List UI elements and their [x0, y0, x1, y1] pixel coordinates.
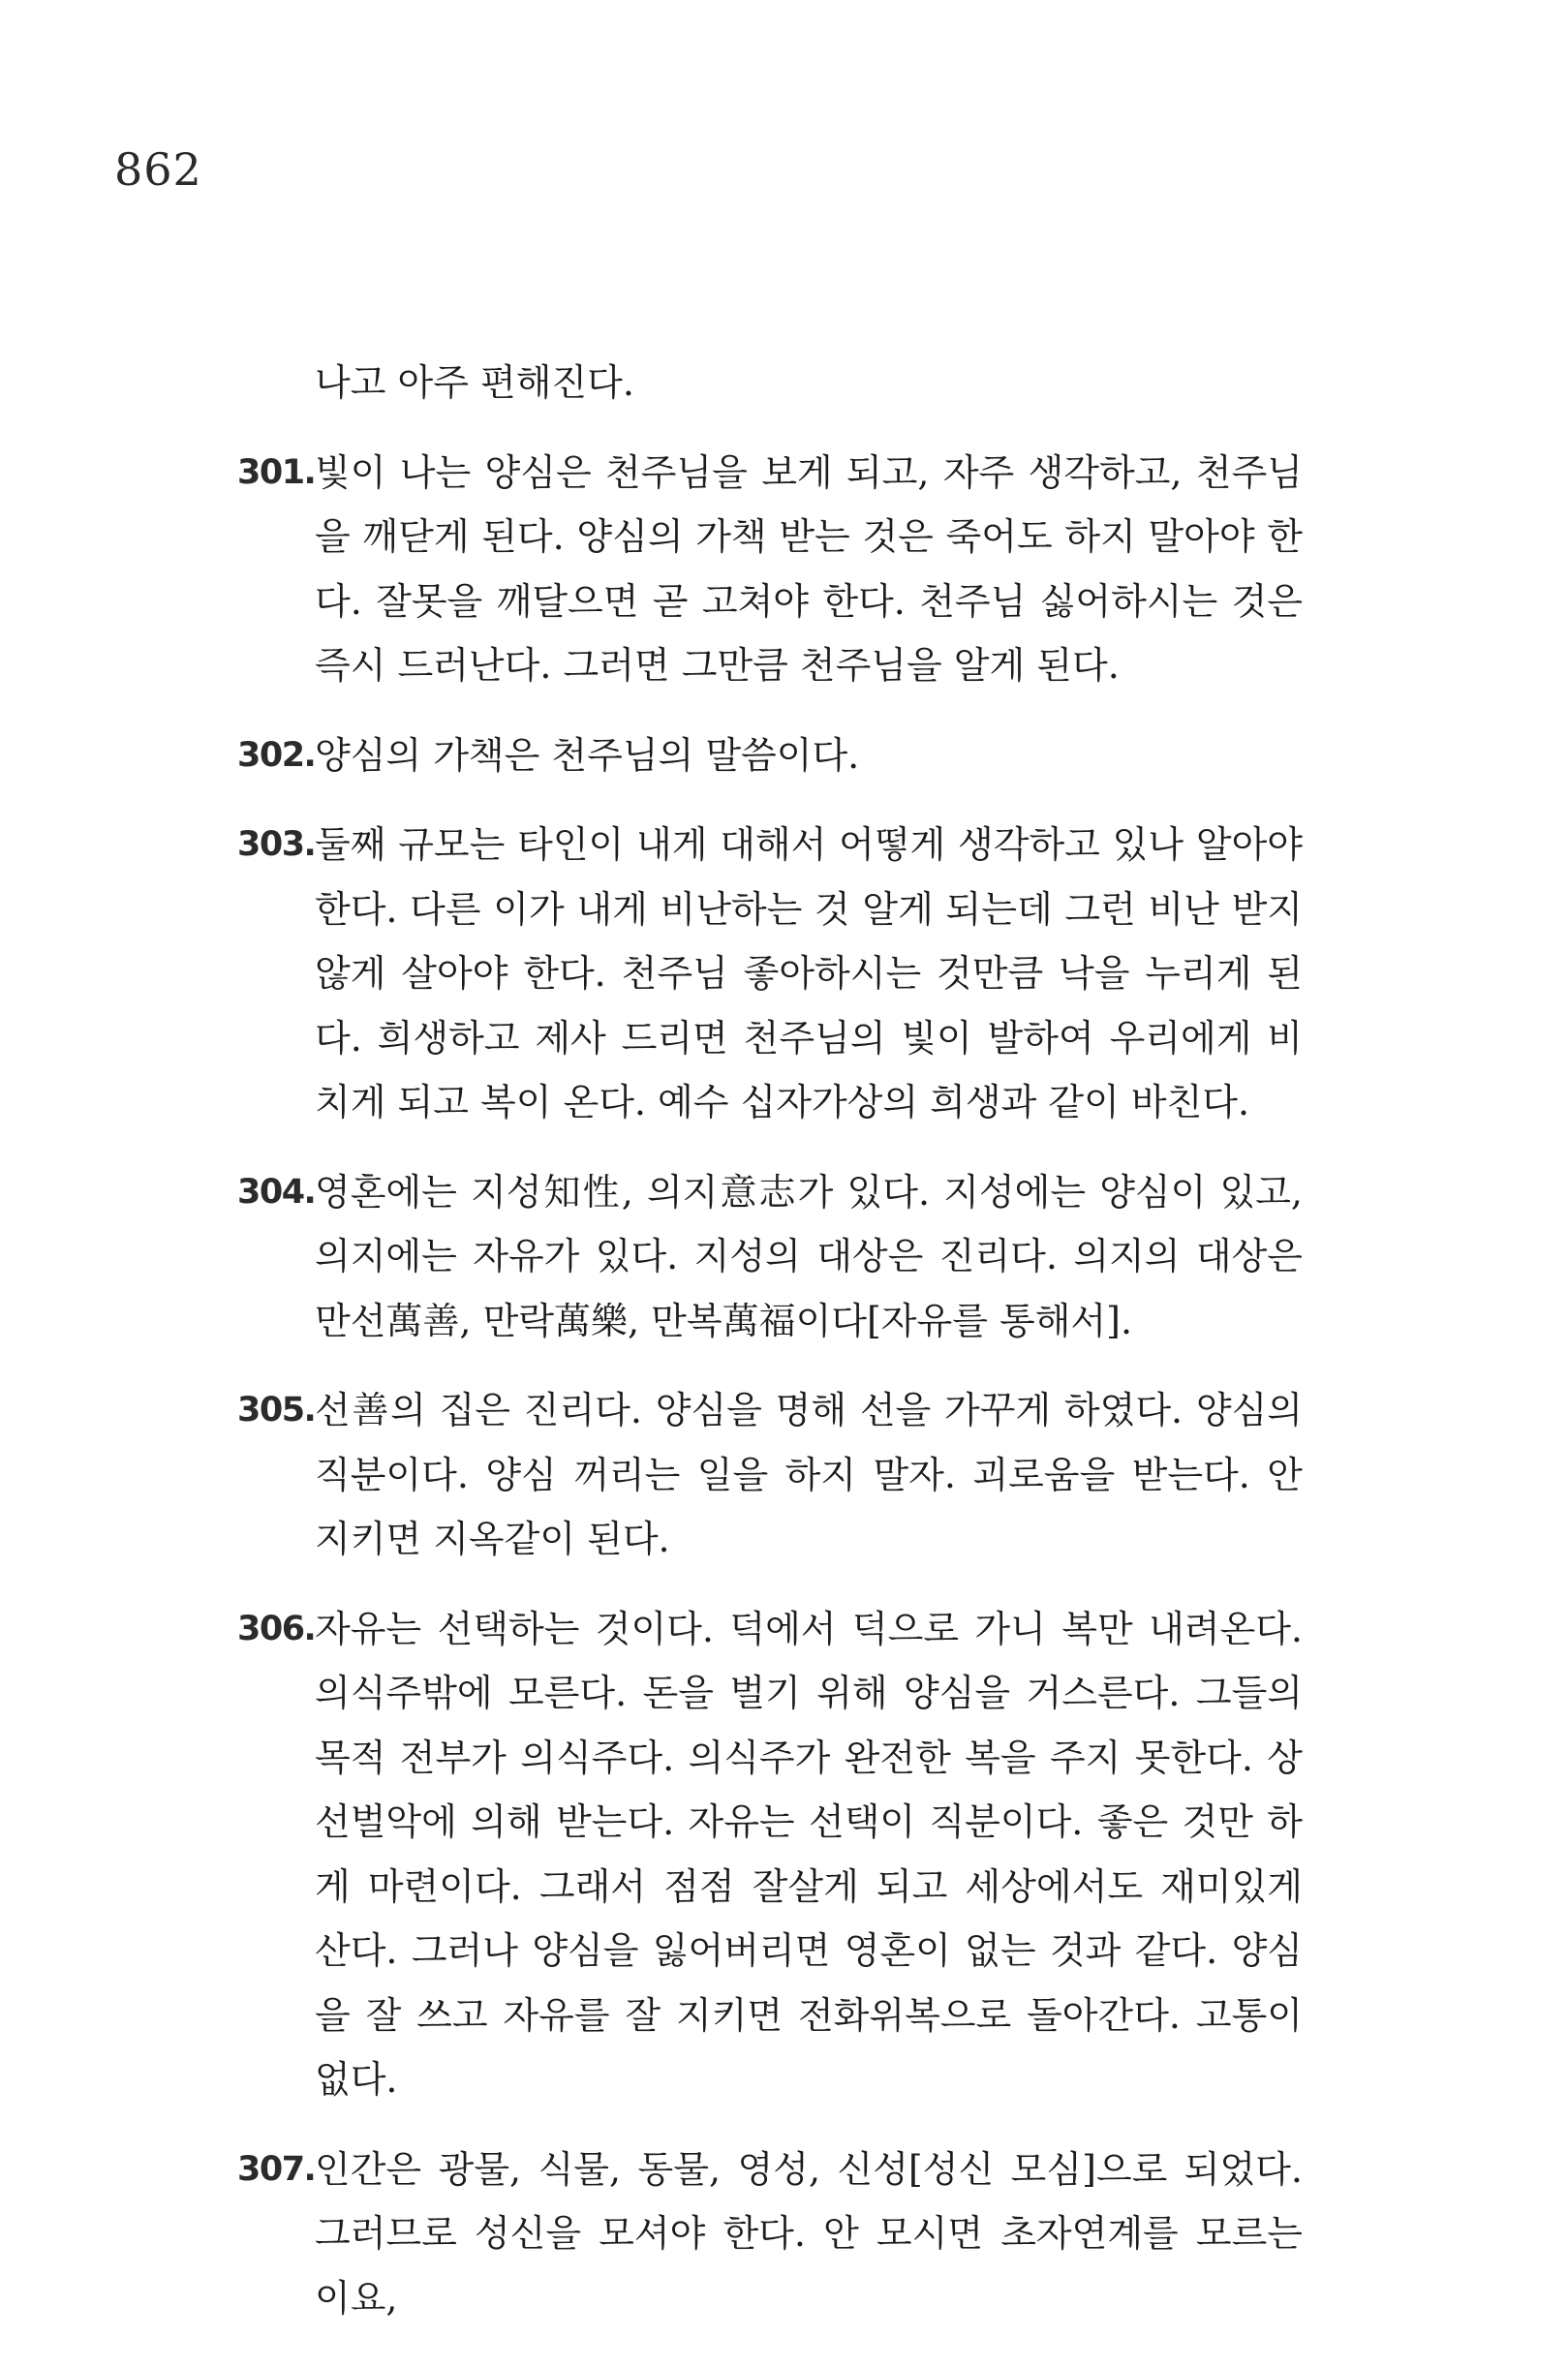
- entry-number: 306.: [237, 1609, 316, 1648]
- entry-number: 305.: [237, 1391, 316, 1430]
- page-number: 862: [114, 143, 202, 196]
- entry-text: 인간은 광물, 식물, 동물, 영성, 신성[성신 모심]으로 되었다. 그러므로 성신을 모셔야 한다. 안 모시면 초자연계를 모르는 이요,: [315, 2147, 1303, 2320]
- entry-305: [237, 1378, 1303, 1572]
- entry-text: 선善의 집은 진리다. 양심을 명해 선을 가꾸게 하였다. 양심의 직분이다. 양심 꺼리는 일을 하지 말자. 괴로움을 받는다. 안 지키면 지옥같이 된다.: [315, 1389, 1303, 1560]
- entry-303: [237, 813, 1303, 1135]
- entry-number: 301.: [237, 452, 316, 492]
- entry-302: [237, 723, 1303, 788]
- entry-number: 302.: [237, 735, 316, 775]
- continuation-paragraph: 나고 아주 편해진다.: [315, 361, 634, 404]
- entry-number: 307.: [237, 2149, 316, 2189]
- entry-number: 303.: [237, 825, 316, 864]
- entry-301: [237, 441, 1303, 698]
- entry-number: 304.: [237, 1172, 316, 1212]
- entry-text: 둘째 규모는 타인이 내게 대해서 어떻게 생각하고 있나 알아야 한다. 다른 이가 내게 비난하는 것 알게 되는데 그런 비난 받지 않게 살아야 한다. 천주님 좋아하시는 것만큼 낙을 누리게 된다. 희생하고 제사 드리면 천주님의 빛이 발하여 우리에게 비치게 되고 복이 온다. 예수 십자가상의 희생과 같이 바친다.: [315, 823, 1303, 1123]
- entry-text: 영혼에는 지성知性, 의지意志가 있다. 지성에는 양심이 있고, 의지에는 자유가 있다. 지성의 대상은 진리다. 의지의 대상은 만선萬善, 만락萬樂, 만복萬福이다[자유를 통해서].: [315, 1170, 1303, 1342]
- entry-text: 양심의 가책은 천주님의 말씀이다.: [315, 733, 860, 777]
- entry-text: 빛이 나는 양심은 천주님을 보게 되고, 자주 생각하고, 천주님을 깨닫게 된다. 양심의 가책 받는 것은 죽어도 하지 말아야 한다. 잘못을 깨달으면 곧 고쳐야 한다. 천주님 싫어하시는 것은 즉시 드러난다. 그러면 그만큼 천주님을 알게 된다.: [315, 450, 1303, 687]
- page-body: [237, 351, 1303, 2355]
- entry-text: 자유는 선택하는 것이다. 덕에서 덕으로 가니 복만 내려온다. 의식주밖에 모른다. 돈을 벌기 위해 양심을 거스른다. 그들의 목적 전부가 의식주다. 의식주가 완전한 복을 주지 못한다. 상선벌악에 의해 받는다. 자유는 선택이 직분이다. 좋은 것만 하게 마련이다. 그래서 점점 잘살게 되고 세상에서도 재미있게 산다. 그러나 양심을 잃어버리면 영혼이 없는 것과 같다. 양심을 잘 쓰고 자유를 잘 지키면 전화위복으로 돌아간다. 고통이 없다.: [315, 1607, 1303, 2101]
- entry-304: [237, 1160, 1303, 1354]
- entry-307: [237, 2137, 1303, 2331]
- entry-306: [237, 1597, 1303, 2112]
